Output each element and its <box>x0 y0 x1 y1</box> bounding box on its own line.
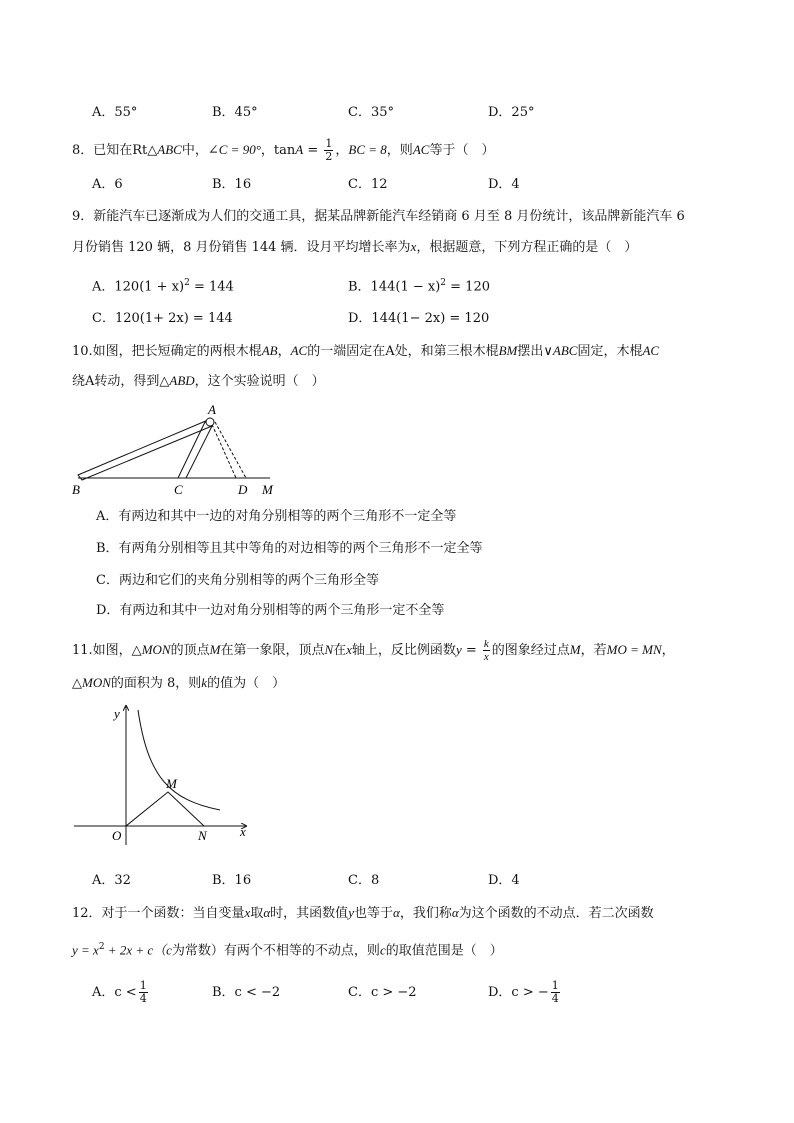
q10-label-d: D <box>238 482 248 497</box>
q12-option-d: D．c > − $\frac{1}{4}$ <box>488 979 559 1005</box>
q10-line2: 绕A转动，得到△ABD，这个实验说明（ ） <box>72 373 325 389</box>
q9-option-b: B．$144(1 - x)^2 = 120$ <box>348 278 490 295</box>
q11-line1: 11.如图，△MON的顶点M在第一象限，顶点N在x轴上，反比例函数y = $\frac{k}{x}$ 的图象经过点M，若MO = MN， <box>72 638 675 663</box>
q12-option-b: B．c < −2 <box>212 985 281 1000</box>
q9-option-c: C．120(1+ 2x) = 144 <box>92 311 233 326</box>
q11-label-y: y <box>114 706 120 721</box>
q7-option-b: B．45° <box>212 105 258 120</box>
q12-option-a: A．c < $\frac{1}{4}$ <box>92 979 147 1005</box>
q11-label-o: O <box>112 828 122 843</box>
q11-label-n: N <box>198 828 207 843</box>
q11-option-a: A．32 <box>92 873 131 888</box>
q7-option-d: D．25° <box>488 105 535 120</box>
q10-option-a: A．有两边和其中一边的对角分别相等的两个三角形不一定全等 <box>96 509 457 524</box>
q7-option-c: C．35° <box>348 105 394 120</box>
q11-fraction: $\frac{k}{x}$ <box>483 638 489 663</box>
q10-option-b: B．有两角分别相等且其中等角的对边相等的两个三角形不一定全等 <box>96 541 483 556</box>
q8-fraction: $\frac{1}{2}$ <box>325 137 333 163</box>
q11-option-c: C．8 <box>348 873 380 888</box>
q10-option-c: C．两边和它们的夹角分别相等的两个三角形全等 <box>96 573 379 588</box>
q10-label-b: B <box>72 482 80 497</box>
q8-option-a: A．6 <box>92 177 123 192</box>
q9-line2: 月份销售 120 辆，8 月份销售 144 辆．设月平均增长率为x，根据题意，下列方程正确的是（ ） <box>72 239 638 255</box>
q9-line1: 9．新能汽车已逐渐成为人们的交通工具，据某品牌新能汽车经销商 6 月至 8 月份统计，该品牌新能汽车 6 <box>72 209 685 224</box>
q9-option-d: D．144(1− 2x) = 120 <box>348 311 490 326</box>
q11-option-b: B．16 <box>212 873 252 888</box>
q11-line2: △MON的面积为 8，则k的值为（ ） <box>72 675 286 691</box>
q10-figure <box>70 400 290 500</box>
q8-option-c: C．12 <box>348 177 388 192</box>
q10-line1: 10.如图，把长短确定的两根木棍AB，AC的一端固定在A处，和第三根木棍BM摆出∨ABC固定，木棍AC <box>72 343 660 359</box>
q11-figure <box>70 700 260 850</box>
q11-label-x: x <box>240 824 246 839</box>
q11-option-d: D．4 <box>488 873 520 888</box>
q10-label-m: M <box>262 482 273 497</box>
q12-line2: $y = x^2 + 2x + c(c$为常数）有两个不相等的不动点，则c的取值范围是（ ） <box>72 942 503 959</box>
q8-option-d: D．4 <box>488 177 520 192</box>
q8-option-b: B．16 <box>212 177 252 192</box>
q12-option-c: C．c > −2 <box>348 985 417 1000</box>
q9-option-a: A．$120(1 + x)^2 = 144$ <box>92 278 234 295</box>
q10-label-a: A <box>208 402 216 417</box>
q11-label-m: M <box>166 776 177 791</box>
q7-option-a: A．55° <box>92 105 138 120</box>
q10-option-d: D．有两边和其中一边对角分别相等的两个三角形一定不全等 <box>96 603 445 618</box>
q10-label-c: C <box>174 482 183 497</box>
q8-stem: 8．已知在Rt△ABC中，∠C = 90°，tanA = $\frac{1}{2}$ ，BC = 8，则AC等于（ ） <box>72 137 495 163</box>
q12-line1: 12．对于一个函数：当自变量x取α时，其函数值y也等于α，我们称α为这个函数的不动点．若二次函数 <box>72 905 654 921</box>
